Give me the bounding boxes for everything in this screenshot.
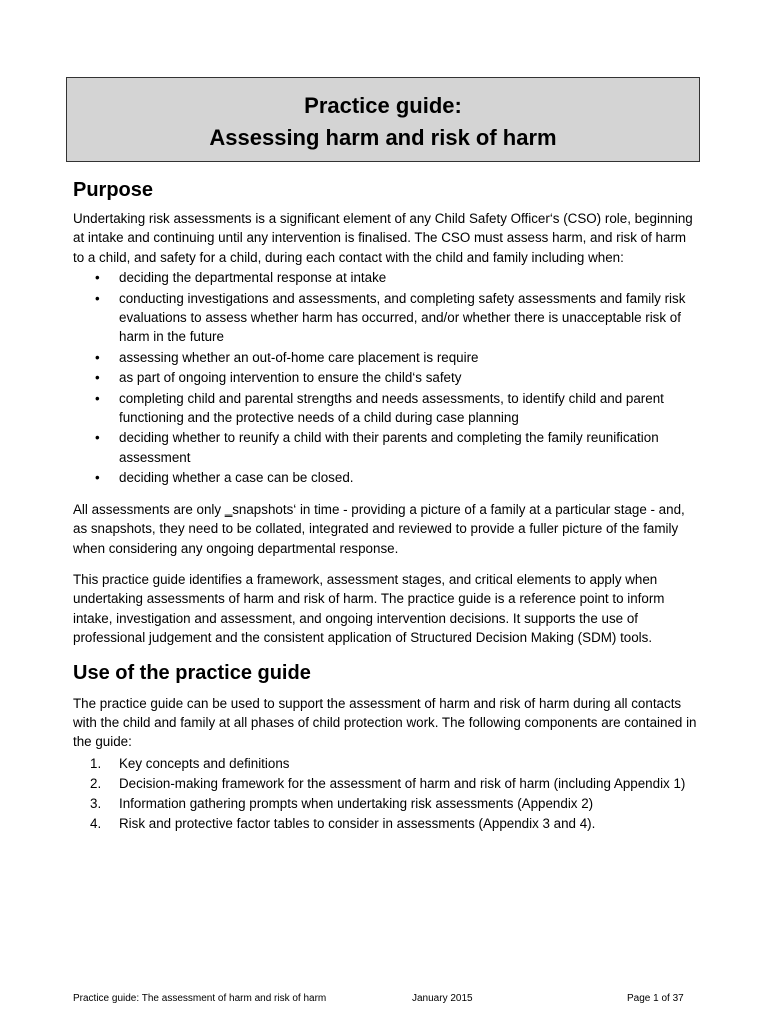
purpose-intro-paragraph: Undertaking risk assessments is a significant element of any Child Safety Officer‘s (CSO) role, beginning at intake and continuing until any intervention is finalised. The CSO must assess harm, and risk of harm to a child, and safety for a child, during each contact with the child and family including when: [73,211,693,265]
list-item [73,816,699,832]
list-item [73,389,699,428]
document-title-line-1: Practice guide: [304,93,462,118]
list-item-text: deciding whether to reunify a child with their parents and completing the family reunification assessment [119,430,659,465]
list-item [73,268,699,287]
footer-document-title: Practice guide: The assessment of harm and risk of harm [73,993,327,1004]
list-item-text: conducting investigations and assessments, and completing safety assessments and family risk evaluations to assess whether harm has occurred, and/or whether there is unacceptable risk of harm in the future [119,290,686,345]
list-item [73,428,699,467]
use-intro-paragraph: The practice guide can be used to support the assessment of harm and risk of harm during all contacts with the child and family at all phases of child protection work. The following components are contained in the guide: [73,695,697,750]
bullet-icon: • [95,370,100,386]
list-item-number: 1. [90,755,102,771]
purpose-bullet-list [73,268,699,487]
list-item [73,348,699,367]
purpose-heading: Purpose [73,179,154,201]
list-item-text: Risk and protective factor tables to consider in assessments (Appendix 3 and 4). [119,815,596,831]
components-list [73,756,699,832]
bullet-icon: • [95,430,100,446]
list-item-text: deciding whether a case can be closed. [119,470,354,486]
list-item-text: completing child and parental strengths and needs assessments, to identify child and parent functioning and the protective needs of a child during case planning [119,390,664,426]
bullet-icon: • [95,290,100,306]
list-item-text: Information gathering prompts when undertaking risk assessments (Appendix 2) [119,795,594,811]
list-item [73,368,699,387]
list-item [73,796,699,812]
footer-page-number: Page 1 of 37 [627,993,684,1004]
main-content [73,174,699,832]
list-item [73,776,699,792]
list-item-number: 4. [90,815,102,831]
snapshots-paragraph: All assessments are only ‗snapshots‘ in time - providing a picture of a family at a particular stage - and, as snapshots, they need to be collated, integrated and reviewed to provide a fuller picture of the family when considering any ongoing departmental response. [73,501,685,556]
bullet-icon: • [95,470,100,486]
list-item-text: deciding the departmental response at intake [119,270,387,286]
bullet-icon: • [95,270,100,286]
list-item [73,289,699,347]
list-item-text: assessing whether an out-of-home care placement is require [119,349,479,365]
list-item-number: 2. [90,775,102,791]
bullet-icon: • [95,349,100,365]
list-item-text: Decision-making framework for the assessment of harm and risk of harm (including Appendix 1) [119,775,686,791]
framework-paragraph: This practice guide identifies a framework, assessment stages, and critical elements to apply when undertaking assessments of harm and risk of harm. The practice guide is a reference point to inform intake, investigation and assessment, and ongoing intervention decisions. It supports the use of professional judgement and the consistent application of Structured Decision Making (SDM) tools. [73,571,665,646]
list-item-number: 3. [90,795,102,811]
document-title-line-2: Assessing harm and risk of harm [209,125,557,150]
title-box [66,77,700,162]
footer-date: January 2015 [412,993,473,1004]
use-heading: Use of the practice guide [73,661,311,684]
list-item [73,468,699,487]
bullet-icon: • [95,390,100,406]
list-item-text: as part of ongoing intervention to ensure the child‘s safety [119,370,462,386]
list-item [73,756,699,772]
list-item-text: Key concepts and definitions [119,755,290,771]
